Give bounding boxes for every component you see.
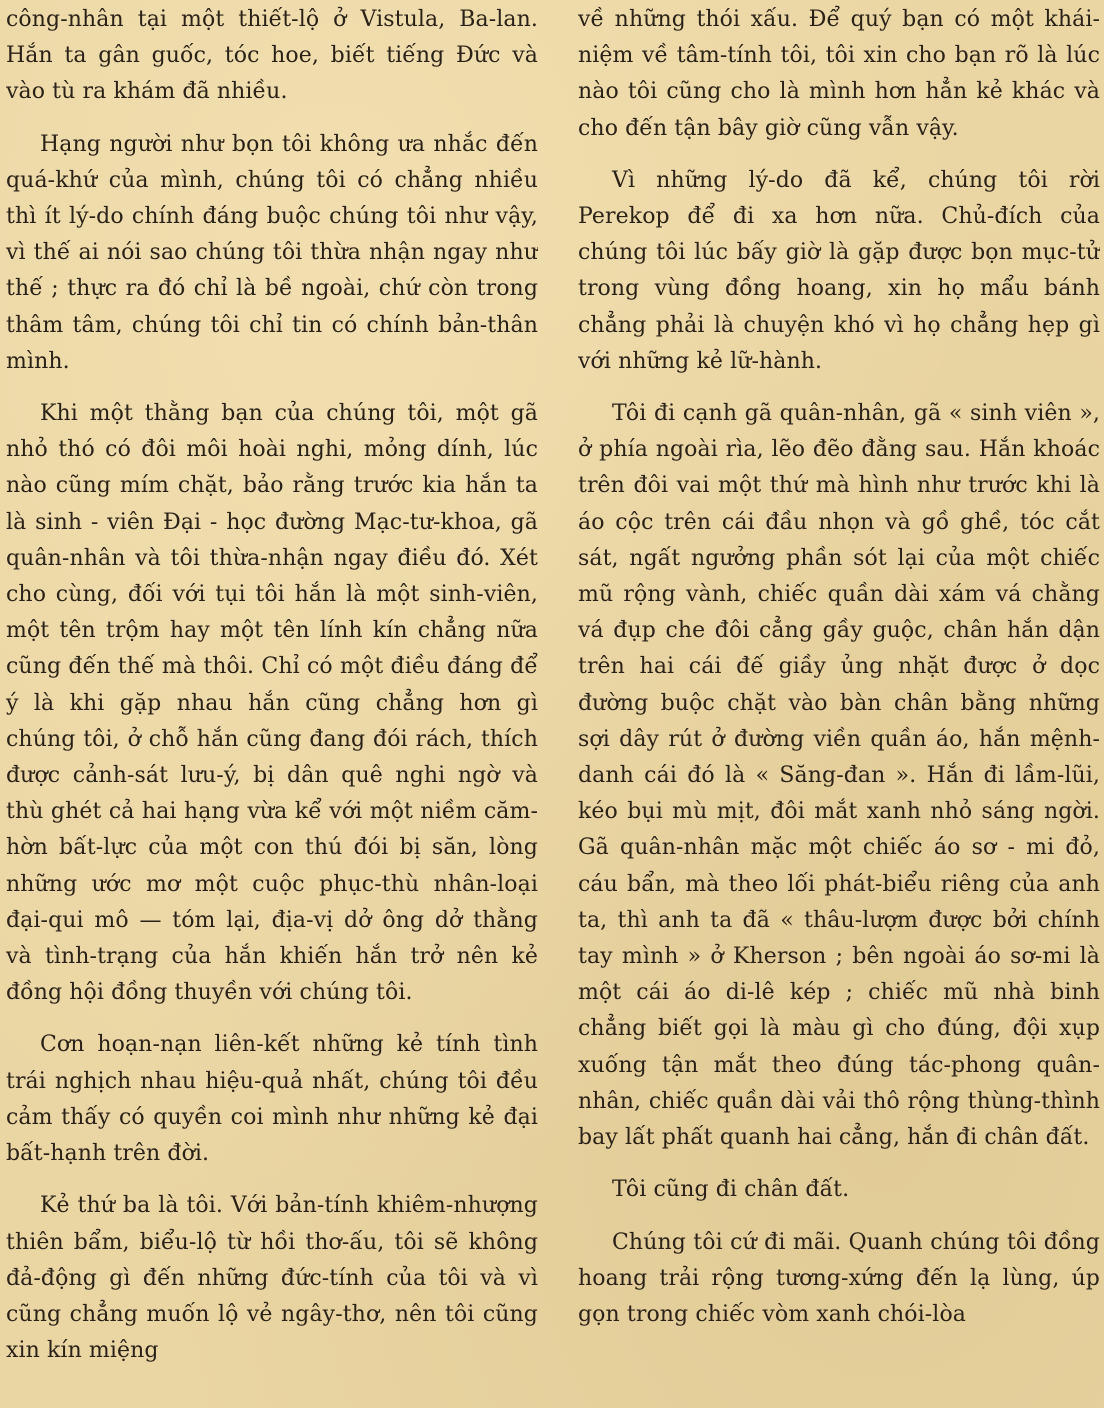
paragraph: Khi một thằng bạn của chúng tôi, một gã nhỏ thó có đôi môi hoài nghi, mỏng dính, lúc nào cũng mím chặt, bảo rằng trước kia hắn ta là sinh - viên Đại - học đường Mạc-tư-khoa, gã quân-nhân và tôi thừa-nhận ngay điều đó. Xét cho cùng, đối với tụi tôi hắn là một sinh-viên, một tên trộm hay một tên lính kín chẳng nữa cũng đến thế mà thôi. Chỉ có một điều đáng để ý là khi gặp nhau hắn cũng chẳng hơn gì chúng tôi, ở chỗ hắn cũng đang đói rách, thích được cảnh-sát lưu-ý, bị dân quê nghi ngờ và thù ghét cả hai hạng vừa kể với một niềm căm-hờn bất-lực của một con thú đói bị săn, lòng những ước mơ một cuộc phục-thù nhân-loại đại-qui mô — tóm lại, địa-vị dở ông dở thằng và tình-trạng của hắn khiến hắn trở nên kẻ đồng hội đồng thuyền với chúng tôi.: [6, 401, 538, 1006]
paragraph: về những thói xấu. Để quý bạn có một khái-niệm về tâm-tính tôi, tôi xin cho bạn rõ là lúc nào tôi cũng cho là mình hơn hẳn kẻ khác và cho đến tận bây giờ cũng vẫn vậy.: [578, 7, 1100, 141]
right-column: [578, 2, 1100, 1408]
paragraph: Tôi đi cạnh gã quân-nhân, gã « sinh viên », ở phía ngoài rìa, lẽo đẽo đằng sau. Hắn khoác trên đôi vai một thứ mà hình như trước khi là áo cộc trên cái đầu nhọn và gồ ghề, tóc cắt sát, ngất ngưởng phần sót lại của một chiếc mũ rộng vành, chiếc quần dài xám vá chằng vá đụp che đôi cẳng gầy guộc, chân hắn dận trên hai cái đế giầy ủng nhặt được ở dọc đường buộc chặt vào bàn chân bằng những sợi dây rút ở đường viền quần áo, hắn mệnh-danh cái đó là « Săng-đan ». Hắn đi lầm-lũi, kéo bụi mù mịt, đôi mắt xanh nhỏ sáng ngời. Gã quân-nhân mặc một chiếc áo sơ - mi đỏ, cáu bẩn, mà theo lối phát-biểu riêng của anh ta, thì anh ta đã « thâu-lượm được bởi chính tay mình » ở Kherson ; bên ngoài áo sơ-mi là một cái áo di-lê kép ; chiếc mũ nhà binh chẳng biết gọi là màu gì cho đúng, đội xụp xuống tận mắt theo đúng tác-phong quân-nhân, chiếc quần dài vải thô rộng thùng-thình bay lất phất quanh hai cẳng, hắn đi chân đất.: [578, 401, 1100, 1151]
paragraph: Chúng tôi cứ đi mãi. Quanh chúng tôi đồng hoang trải rộng tương-xứng đến lạ lùng, úp gọn trong chiếc vòm xanh chói-lòa: [578, 1229, 1100, 1327]
paragraph: Hạng người như bọn tôi không ưa nhắc đến quá-khứ của mình, chúng tôi có chẳng nhiều thì ít lý-do chính đáng buộc chúng tôi như vậy, vì thế ai nói sao chúng tôi thừa nhận ngay như thế ; thực ra đó chỉ là bề ngoài, chứ còn trong thâm tâm, chúng tôi chỉ tin có chính bản-thân mình.: [6, 131, 538, 374]
left-column: [6, 2, 538, 1408]
paragraph: Kẻ thứ ba là tôi. Với bản-tính khiêm-nhượng thiên bẩm, biểu-lộ từ hồi thơ-ấu, tôi sẽ không đả-động gì đến những đức-tính của tôi và vì cũng chẳng muốn lộ vẻ ngây-thơ, nên tôi cũng xin kín miệng: [6, 1193, 538, 1364]
paragraph: công-nhân tại một thiết-lộ ở Vistula, Ba-lan. Hắn ta gân guốc, tóc hoe, biết tiếng Đức và vào tù ra khám đã nhiều.: [6, 7, 538, 105]
paragraph: Vì những lý-do đã kể, chúng tôi rời Perekop để đi xa hơn nữa. Chủ-đích của chúng tôi lúc bấy giờ là gặp được bọn mục-tử trong vùng đồng hoang, xin họ mẩu bánh chẳng phải là chuyện khó vì họ chẳng hẹp gì với những kẻ lữ-hành.: [578, 167, 1100, 374]
paragraph: Tôi cũng đi chân đất.: [612, 1177, 850, 1203]
paragraph: Cơn hoạn-nạn liên-kết những kẻ tính tình trái nghịch nhau hiệu-quả nhất, chúng tôi đều cảm thấy có quyền coi mình như những kẻ đại bất-hạnh trên đời.: [6, 1032, 538, 1167]
